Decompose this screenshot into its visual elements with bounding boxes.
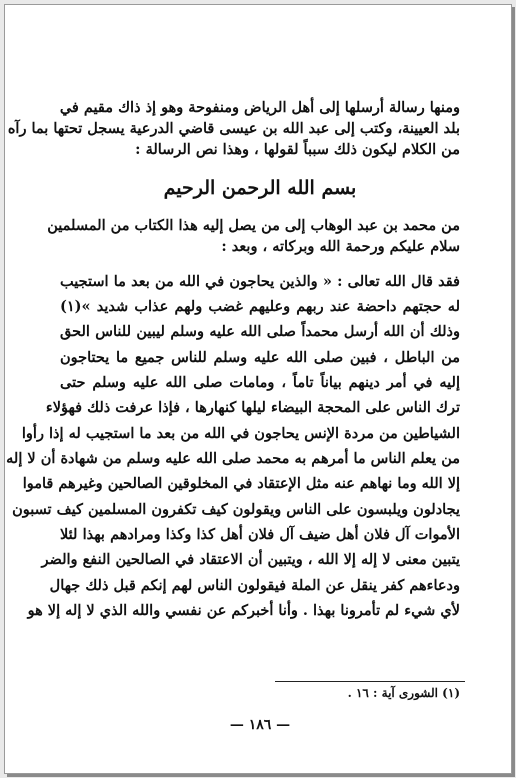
page-number: — ١٨٦ —: [229, 717, 291, 733]
text-line: وذلك أن الله أرسل محمداً صلى الله عليه وسلم ليبين للناس الحق: [60, 323, 460, 340]
text-line: سلام عليكم ورحمة الله وبركاته ، وبعد :: [221, 238, 460, 255]
text-line: الشياطين من مردة الإنس يحاجون في الله من بعد ما استجيب له إذا رأوا: [21, 425, 460, 442]
text-line: الأموات آل فلان أهل ضيف آل فلان أهل كذا وكذا ومرادهم بهذا لئلا: [60, 526, 460, 543]
text-line: له حجتهم داحضة عند ربهم وعليهم غضب ولهم عذاب شديد »(١): [60, 298, 460, 315]
text-line: فقد قال الله تعالى : « والذين يحاجون في الله من بعد ما استجيب: [60, 273, 460, 290]
text-line: ومنها رسالة أرسلها إلى أهل الرياض ومنفوحة وهو إذ ذاك مقيم في: [59, 99, 460, 116]
text-line: ترك الناس على المحجة البيضاء ليلها كنهارها ، فإذا عرفت ذلك فهؤلاء: [45, 399, 460, 416]
text-line: ودعاءهم كفر ينقل عن الملة فيقولون الناس لهم إنكم قبل ذلك جهال: [49, 577, 460, 594]
text-line: يتبين معنى لا إله إلا الله ، ويتبين أن الاعتقاد في الصالحين النفع والضر: [41, 551, 460, 568]
text-line: بلد العيينة، وكتب إلى عبد الله بن عيسى قاضي الدرعية يسجل تحتها بما رآه: [7, 120, 460, 137]
document-page: [4, 4, 512, 774]
text-line: إليه في أمر دينهم بياناً تاماً ، ومامات صلى الله عليه وسلم حتى: [60, 374, 460, 391]
footnote: (١) الشورى آية : ١٦ .: [347, 686, 460, 700]
basmala-heading: بسم الله الرحمن الرحيم: [163, 177, 357, 199]
footnote-divider: [275, 681, 465, 682]
text-line: من محمد بن عبد الوهاب إلى من يصل إليه هذا الكتاب من المسلمين: [47, 217, 460, 234]
text-line: إلا الله وما نهاهم عنه مثل الإعتقاد في المخلوقين الصالحين وغيرهم قاموا: [22, 475, 460, 492]
text-line: من الباطل ، فبين صلى الله عليه وسلم للناس جميع ما يحتاجون: [60, 349, 460, 366]
text-line: لأي شيء لم تأمرونا بهذا . وأنا أخبركم عن نفسي والله الذي لا إله إلا هو: [27, 602, 460, 619]
text-line: يجادلون ويلبسون على الناس ويقولون كيف تكفرون المسلمين كيف تسبون: [12, 501, 460, 518]
text-line: من يعلم الناس ما أمرهم به محمد صلى الله عليه وسلم من شهادة أن لا إله: [6, 450, 460, 467]
text-line: من الكلام ليكون ذلك سبباً لقولها ، وهذا نص الرسالة :: [135, 141, 460, 158]
